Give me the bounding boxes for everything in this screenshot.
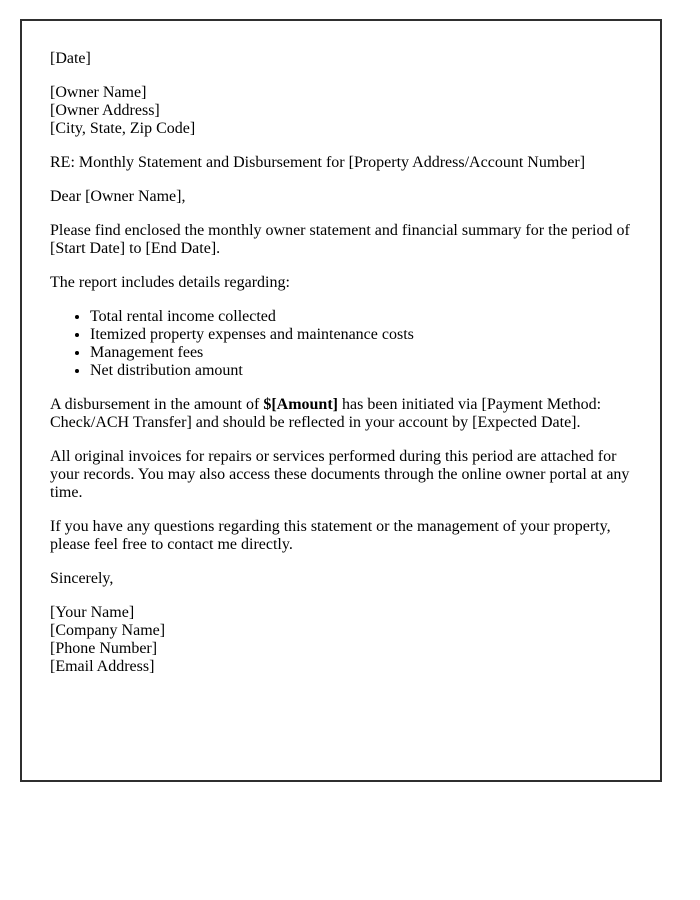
report-list — [50, 308, 632, 380]
recipient-city-state-zip: [City, State, Zip Code] — [50, 120, 196, 137]
recipient-address: [Owner Address] — [50, 102, 160, 119]
signature-phone: [Phone Number] — [50, 640, 158, 657]
report-item: • Total rental income collected — [90, 308, 632, 326]
questions-paragraph: If you have any questions regarding this statement or the management of your property, please feel free to contact me directly. — [50, 518, 611, 553]
closing: Sincerely, — [50, 570, 114, 587]
signature-company: [Company Name] — [50, 622, 166, 639]
signature-name: [Your Name] — [50, 604, 135, 621]
salutation: Dear [Owner Name], — [50, 188, 186, 205]
disbursement-text-after: has been initiated via [Payment Method: Check/ACH Transfer] and should be reflected in your account by [Expected Date]. — [50, 396, 602, 431]
invoices-paragraph: All original invoices for repairs or services performed during this period are attached for your records. You may also access these documents through the online owner portal at any time. — [50, 448, 630, 501]
report-item: • Management fees — [90, 344, 632, 362]
signature-email: [Email Address] — [50, 658, 155, 675]
letter-page — [20, 19, 662, 782]
recipient-name: [Owner Name] — [50, 84, 147, 101]
disbursement-amount: $[Amount] — [263, 396, 338, 413]
date-line: [Date] — [50, 50, 91, 67]
report-intro: The report includes details regarding: — [50, 274, 290, 291]
report-item: • Net distribution amount — [90, 362, 632, 380]
subject-line: RE: Monthly Statement and Disbursement for [Property Address/Account Number] — [50, 154, 586, 171]
disbursement-paragraph — [50, 396, 632, 432]
intro-paragraph: Please find enclosed the monthly owner statement and financial summary for the period of [Start Date] to [End Date]. — [50, 222, 630, 257]
report-item: • Itemized property expenses and maintenance costs — [90, 326, 632, 344]
recipient-block — [50, 84, 632, 138]
disbursement-text-before: A disbursement in the amount of — [50, 396, 264, 413]
signature-block — [50, 604, 632, 676]
